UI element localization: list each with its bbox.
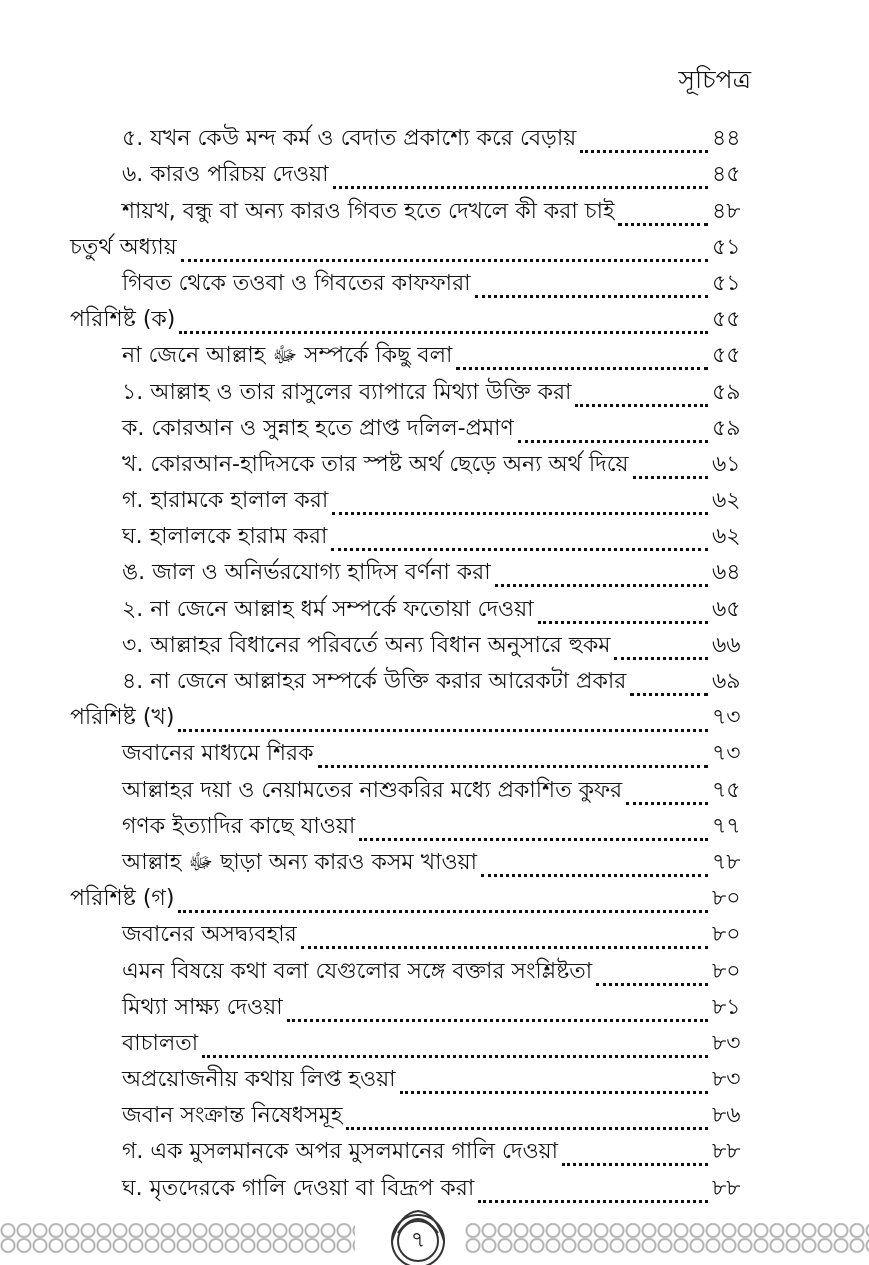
toc-entry-page: ৫৯ bbox=[712, 415, 741, 441]
toc-entry-title: ৪. না জেনে আল্লাহর সম্পর্কে উক্তি করার আরেকটা প্রকার bbox=[122, 669, 627, 694]
dot-leader bbox=[596, 983, 708, 986]
dot-leader bbox=[633, 476, 709, 479]
toc-entry-title: গ. হারামকে হালাল করা bbox=[122, 488, 329, 514]
toc-entry-page: ৮৩ bbox=[712, 1030, 741, 1056]
toc-entry-page: ৮৩ bbox=[712, 1067, 741, 1093]
dot-leader bbox=[178, 729, 708, 732]
toc-entry-title: ১. আল্লাহ ও তার রাসুলের ব্যাপারে মিথ্যা উক্তি করা bbox=[122, 379, 572, 405]
toc-entry bbox=[70, 1135, 770, 1171]
page-title: সূচিপত্র bbox=[678, 65, 751, 94]
toc-entry bbox=[70, 665, 770, 701]
toc-entry bbox=[70, 303, 770, 339]
toc-entry bbox=[70, 918, 770, 954]
toc-entry-page: ৭৩ bbox=[712, 741, 741, 767]
page-footer bbox=[0, 1195, 869, 1265]
toc-entry-title: আল্লাহ ﷻ ছাড়া অন্য কারও কসম খাওয়া bbox=[122, 849, 477, 875]
toc-entry bbox=[70, 1099, 770, 1135]
dot-leader bbox=[400, 1091, 708, 1094]
toc-entry-title: বাচালতা bbox=[122, 1030, 199, 1056]
toc-entry-title: গিবত থেকে তওবা ও গিবতের কাফফারা bbox=[122, 270, 471, 296]
toc-entry-title: ঘ. হালালকে হারাম করা bbox=[122, 524, 328, 550]
toc-entry bbox=[70, 810, 770, 846]
toc-entry-title: মিথ্যা সাক্ষ্য দেওয়া bbox=[122, 994, 283, 1020]
toc-entry-title: ঘ. মৃতদেরকে গালি দেওয়া বা বিদ্রূপ করা bbox=[122, 1175, 475, 1201]
toc-entry-title: খ. কোরআন-হাদিসকে তার স্পষ্ট অর্থ ছেড়ে অন্য অর্থ দিয়ে bbox=[122, 451, 629, 477]
dot-leader bbox=[332, 512, 708, 515]
toc-entry-page: ৮১ bbox=[712, 994, 741, 1020]
toc-entry bbox=[70, 592, 770, 628]
dot-leader bbox=[179, 331, 708, 334]
toc-entry-title: এমন বিষয়ে কথা বলা যেগুলোর সঙ্গে বক্তার সংশ্লিষ্টতা bbox=[122, 958, 593, 984]
dot-leader bbox=[481, 874, 708, 877]
dot-leader bbox=[301, 946, 708, 949]
dot-leader bbox=[575, 404, 708, 407]
dot-leader bbox=[495, 584, 708, 587]
dot-leader bbox=[359, 838, 708, 841]
toc-entry-title: অপ্রয়োজনীয় কথায় লিপ্ত হওয়া bbox=[122, 1067, 396, 1093]
toc-entry-title: গণক ইত্যাদির কাছে যাওয়া bbox=[122, 813, 356, 839]
toc-entry bbox=[70, 846, 770, 882]
toc-entry-title: গ. এক মুসলমানকে অপর মুসলমানের গালি দেওয়া bbox=[122, 1139, 558, 1165]
toc-entry bbox=[70, 520, 770, 556]
toc-entry-page: ৬২ bbox=[712, 524, 741, 550]
toc-entry bbox=[70, 1027, 770, 1063]
dot-leader bbox=[202, 1055, 708, 1058]
toc-entry-page: ৭৮ bbox=[712, 849, 741, 875]
toc-entry-page: ৭৫ bbox=[712, 777, 741, 803]
toc-entry-title: ৩. আল্লাহর বিধানের পরিবর্তে অন্য বিধান অনুসারে হুকম bbox=[122, 632, 611, 658]
toc-entry bbox=[70, 882, 770, 918]
decorative-border-right bbox=[465, 1223, 869, 1253]
toc-entry-title: পরিশিষ্ট (খ) bbox=[70, 705, 175, 731]
toc-entry-page: ৭৩ bbox=[712, 705, 741, 731]
toc-entry bbox=[70, 991, 770, 1027]
toc-entry bbox=[70, 629, 770, 665]
dot-leader bbox=[518, 440, 708, 443]
toc-entry-title: পরিশিষ্ট (গ) bbox=[70, 886, 175, 912]
toc-entry-page: ৮০ bbox=[712, 958, 741, 984]
toc-entry-title: ৬. কারও পরিচয় দেওয়া bbox=[122, 162, 329, 188]
toc-entry-title: ক. কোরআন ও সুন্নাহ হতে প্রাপ্ত দলিল-প্রমাণ bbox=[122, 415, 514, 441]
page-number: ৭ bbox=[410, 1228, 426, 1253]
toc-entry-page: ৮৬ bbox=[712, 1103, 741, 1129]
toc-entry-title: আল্লাহর দয়া ও নেয়ামতের নাশুকরির মধ্যে প্রকাশিত কুফর bbox=[122, 777, 623, 803]
toc-entry bbox=[70, 158, 770, 194]
toc-entry-title: জবানের অসদ্ব্যবহার bbox=[122, 922, 297, 948]
toc-entry-page: ৫১ bbox=[712, 270, 741, 296]
table-of-contents bbox=[70, 122, 770, 1208]
toc-entry bbox=[70, 339, 770, 375]
toc-entry bbox=[70, 773, 770, 809]
toc-entry bbox=[70, 448, 770, 484]
toc-entry-page: ৫৫ bbox=[712, 307, 741, 333]
page-number-medallion bbox=[380, 1203, 456, 1265]
toc-entry-page: ৬৯ bbox=[712, 669, 741, 694]
toc-entry bbox=[70, 267, 770, 303]
toc-entry-page: ৫৯ bbox=[712, 379, 741, 405]
toc-entry-page: ৪৫ bbox=[712, 162, 741, 188]
dot-leader bbox=[475, 295, 708, 298]
toc-entry-page: ৪৮ bbox=[712, 198, 741, 224]
toc-entry-title: জবান সংক্রান্ত নিষেধসমূহ bbox=[122, 1103, 343, 1129]
dot-leader bbox=[630, 693, 708, 696]
dot-leader bbox=[618, 223, 708, 226]
dot-leader bbox=[580, 150, 708, 153]
toc-entry bbox=[70, 701, 770, 737]
toc-entry-page: ৫১ bbox=[712, 234, 741, 260]
toc-entry bbox=[70, 194, 770, 230]
toc-entry-title: না জেনে আল্লাহ ﷻ সম্পর্কে কিছু বলা bbox=[122, 343, 453, 369]
toc-entry-title: শায়খ, বন্ধু বা অন্য কারও গিবত হতে দেখলে কী করা চাই bbox=[122, 198, 615, 224]
toc-entry-page: ৭৭ bbox=[712, 813, 741, 839]
toc-entry-page: ৫৫ bbox=[712, 343, 741, 369]
toc-entry bbox=[70, 954, 770, 990]
toc-entry-page: ৮৮ bbox=[712, 1139, 741, 1165]
toc-entry bbox=[70, 737, 770, 773]
dot-leader bbox=[181, 259, 708, 262]
toc-entry-page: ৬৬ bbox=[712, 632, 741, 658]
toc-entry bbox=[70, 556, 770, 592]
toc-entry bbox=[70, 375, 770, 411]
dot-leader bbox=[318, 765, 708, 768]
toc-entry-title: জবানের মাধ্যমে শিরক bbox=[122, 741, 314, 767]
dot-leader bbox=[178, 910, 708, 913]
toc-entry bbox=[70, 412, 770, 448]
toc-entry-page: ৮৮ bbox=[712, 1175, 741, 1201]
toc-entry-page: ৬৫ bbox=[712, 596, 741, 622]
dot-leader bbox=[346, 1127, 708, 1130]
toc-entry bbox=[70, 231, 770, 267]
dot-leader bbox=[562, 1163, 708, 1166]
toc-entry-title: পরিশিষ্ট (ক) bbox=[70, 307, 176, 333]
toc-entry-title: চতুর্থ অধ্যায় bbox=[70, 234, 177, 260]
toc-entry-page: ৮০ bbox=[712, 922, 741, 948]
decorative-border-left bbox=[0, 1223, 355, 1253]
toc-entry-page: ৬১ bbox=[712, 451, 741, 477]
toc-entry bbox=[70, 1063, 770, 1099]
toc-entry-title: ৫. যখন কেউ মন্দ কর্ম ও বেদাত প্রকাশ্যে করে বেড়ায় bbox=[122, 126, 577, 152]
toc-entry-page: ৬২ bbox=[712, 488, 741, 514]
toc-entry bbox=[70, 484, 770, 520]
dot-leader bbox=[614, 657, 708, 660]
dot-leader bbox=[538, 621, 708, 624]
toc-entry bbox=[70, 122, 770, 158]
dot-leader bbox=[331, 548, 708, 551]
toc-entry-title: ২. না জেনে আল্লাহ ধর্ম সম্পর্কে ফতোয়া দেওয়া bbox=[122, 596, 534, 622]
toc-entry-page: ৪৪ bbox=[712, 126, 741, 152]
toc-entry-page: ৬৪ bbox=[712, 560, 741, 586]
toc-entry-title: ঙ. জাল ও অনির্ভরযোগ্য হাদিস বর্ণনা করা bbox=[122, 560, 491, 586]
dot-leader bbox=[456, 367, 708, 370]
toc-entry-page: ৮০ bbox=[712, 886, 741, 912]
dot-leader bbox=[287, 1019, 708, 1022]
dot-leader bbox=[333, 186, 708, 189]
dot-leader bbox=[626, 802, 708, 805]
